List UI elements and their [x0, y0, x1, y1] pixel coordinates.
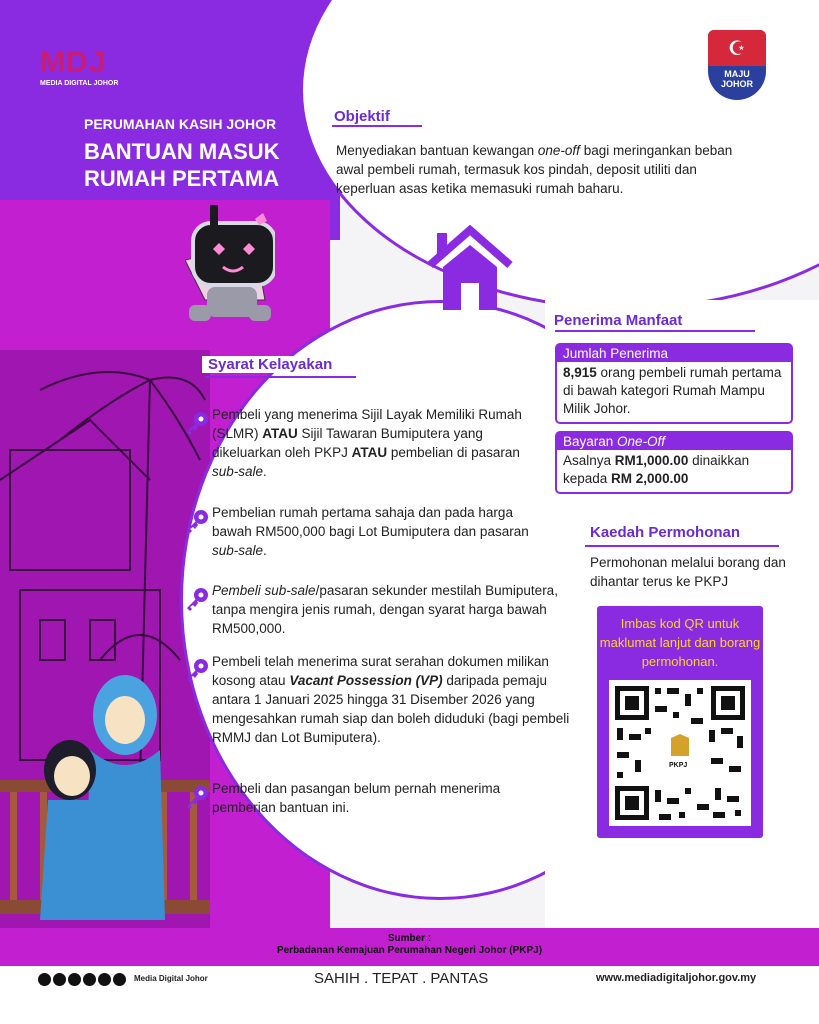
syarat-item-5: Pembeli dan pasangan belum pernah menerima pemberian bantuan ini.	[212, 781, 501, 815]
x-icon[interactable]	[38, 973, 51, 986]
jumlah-penerima-text: 8,915 orang pembeli rumah pertama di bawah kategori Rumah Mampu Milik Johor.	[563, 365, 782, 416]
syarat-heading: Syarat Kelayakan	[202, 356, 338, 373]
sumber-label: Sumber :	[387, 933, 432, 944]
kaedah-text: Permohonan melalui borang dan dihantar terus ke PKPJ	[590, 555, 786, 589]
social-label: Media Digital Johor	[134, 974, 208, 983]
maju-johor-badge	[708, 30, 766, 100]
mdj-logo: MDJ	[40, 46, 107, 79]
crescent-star-icon: ☪	[708, 30, 766, 66]
key-icon	[184, 586, 210, 612]
bayaran-text: Asalnya RM1,000.00 dinaikkan kepada RM 2,000.00	[563, 453, 750, 486]
website-link[interactable]: www.mediadigitaljohor.gov.my	[596, 972, 757, 984]
slogan: SAHIH . TEPAT . PANTAS	[314, 970, 489, 987]
objektif-text: Menyediakan bantuan kewangan one-off bagi meringankan beban awal pembeli rumah, termasuk kos pindah, deposit utiliti dan keperluan asas ketika memasuki rumah baharu.	[336, 143, 733, 196]
facebook-icon[interactable]	[68, 973, 81, 986]
sumber-text: Perbadanan Kemajuan Perumahan Negeri Johor (PKPJ)	[276, 945, 543, 956]
page-subtitle: PERUMAHAN KASIH JOHOR	[84, 116, 277, 132]
pkpj-logo: PKPJ	[669, 762, 688, 769]
kaedah-heading: Kaedah Permohonan	[584, 524, 746, 541]
jumlah-penerima-heading: Jumlah Penerima	[557, 345, 791, 362]
penerima-underline	[555, 330, 755, 332]
qr-code-panel	[597, 606, 763, 838]
bayaran-heading: Bayaran One-Off	[557, 433, 791, 450]
objektif-heading: Objektif	[328, 108, 396, 125]
qr-instruction-text: Imbas kod QR untuk maklumat lanjut dan borang permohonan.	[599, 616, 761, 669]
page-title	[84, 138, 280, 192]
page-title-line1: BANTUAN MASUK	[84, 139, 280, 164]
syarat-item-1: Pembeli yang menerima Sijil Layak Memiliki Rumah (SLMR) ATAU Sijil Tawaran Bumiputera yang dikeluarkan oleh PKPJ ATAU pembelian di pasaran sub-sale.	[212, 407, 522, 479]
objektif-underline	[332, 125, 422, 127]
syarat-item-4: Pembeli telah menerima surat serahan dokumen milikan kosong atau Vacant Possession (VP) daripada pemaju antara 1 Januari 2025 hingga 31 Disember 2026 yang mengesahkan rumah siap dan boleh diduduki (bagi pembeli RMMJ dan Lot Bumiputera).	[212, 654, 570, 745]
qr-code[interactable]	[609, 680, 751, 826]
syarat-item-3: Pembeli sub-sale/pasaran sekunder mestilah Bumiputera, tanpa mengira jenis rumah, dengan syarat harga bawah RM500,000.	[212, 583, 558, 636]
instagram-icon[interactable]	[53, 973, 66, 986]
bayaran-box	[555, 431, 793, 494]
tiktok-icon[interactable]	[83, 973, 96, 986]
penerima-heading: Penerima Manfaat	[548, 312, 688, 329]
key-icon	[184, 784, 210, 810]
youtube-icon[interactable]	[98, 973, 111, 986]
kaedah-underline	[585, 545, 779, 547]
jumlah-penerima-box	[555, 343, 793, 424]
key-icon	[184, 410, 210, 436]
house-icon	[425, 225, 515, 310]
logo-subtitle: MEDIA DIGITAL JOHOR	[40, 80, 119, 87]
threads-icon[interactable]	[113, 973, 126, 986]
key-icon	[184, 657, 210, 683]
page-title-line2: RUMAH PERTAMA	[84, 166, 280, 191]
mascot-robot	[185, 205, 275, 325]
social-icons	[38, 973, 126, 986]
maju-johor-text: MAJU JOHOR	[720, 69, 753, 89]
syarat-item-2: Pembelian rumah pertama sahaja dan pada harga bawah RM500,000 bagi Lot Bumiputera dan pasaran sub-sale.	[212, 505, 529, 558]
key-icon	[184, 508, 210, 534]
family-illustration	[30, 670, 170, 920]
syarat-underline	[206, 376, 356, 378]
